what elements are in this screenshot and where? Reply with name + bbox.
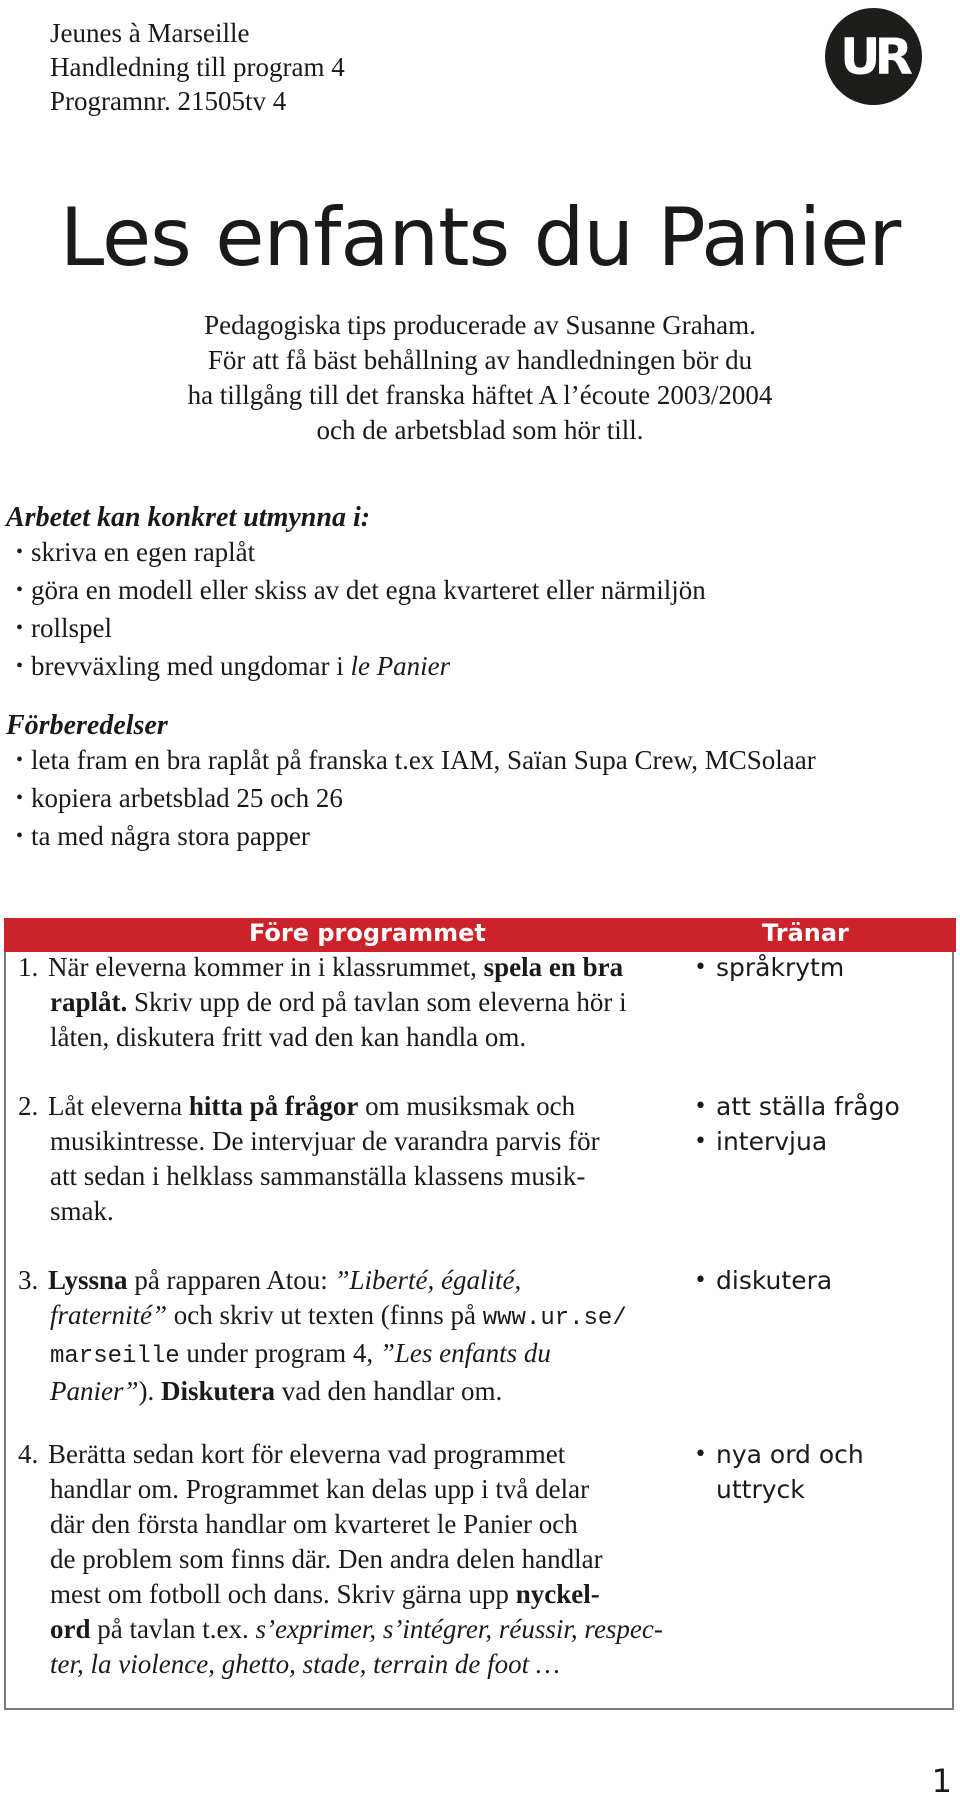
text-fragment: ter, la violence, ghetto, stade, terrain de foot … — [50, 1649, 560, 1679]
prep-item — [6, 819, 816, 857]
skill-item: • intervjua — [694, 1124, 900, 1159]
header-program-number: Programnr. 21505tv 4 — [50, 86, 287, 116]
text-fragment: att sedan i helklass sammanställa klassens musik- — [50, 1161, 586, 1191]
outcome-item — [6, 649, 706, 687]
text-fragment: Berätta sedan kort för eleverna vad programmet — [48, 1439, 566, 1469]
table-header-bar — [4, 918, 956, 952]
text-fragment: smak. — [50, 1196, 114, 1226]
text-fragment: brevväxling med ungdomar i — [31, 651, 351, 681]
text-fragment: ord — [50, 1614, 91, 1644]
outcome-item — [6, 611, 706, 649]
prep-heading: Förberedelser — [6, 710, 168, 741]
text-fragment: leta fram en bra raplåt på franska t.ex IAM, Saïan Supa Crew, MCSolaar — [31, 745, 816, 775]
text-fragment: 3. — [18, 1265, 39, 1295]
text-fragment: fraternité” — [50, 1300, 168, 1330]
text-fragment: vad den handlar om. — [275, 1376, 503, 1406]
intro-line: För att få bäst behållning av handledningen bör du — [207, 345, 753, 375]
text-fragment: om musiksmak och — [358, 1091, 576, 1121]
text-fragment: mest om fotboll och dans. Skriv gärna upp — [50, 1579, 516, 1609]
text-fragment: ”Liberté, égalité, — [334, 1265, 522, 1295]
url-link: www.ur.se/ — [482, 1305, 627, 1332]
page-number: 1 — [931, 1762, 952, 1800]
table-row — [18, 1263, 683, 1409]
intro-line: Pedagogiska tips producerade av Susanne Graham. — [204, 310, 756, 340]
column-practices: Tränar — [762, 919, 849, 947]
text-fragment: ”Les enfants du — [379, 1338, 551, 1368]
text-fragment: 2. — [18, 1091, 39, 1121]
skills-cell — [694, 950, 844, 985]
text-fragment: Låt eleverna — [48, 1091, 189, 1121]
text-fragment: När eleverna kommer in i klassrummet, — [48, 952, 484, 982]
skills-cell — [694, 1089, 900, 1159]
skill-item: • att ställa frågo — [694, 1089, 900, 1124]
text-fragment: hitta på frågor — [188, 1091, 359, 1121]
header-series: Jeunes à Marseille — [50, 18, 250, 48]
intro-line: och de arbetsblad som hör till. — [316, 415, 644, 445]
table-row — [18, 950, 683, 1055]
text-fragment: skriva en egen raplåt — [31, 537, 256, 567]
skills-cell — [694, 1263, 832, 1298]
document-header — [50, 16, 345, 118]
text-fragment: 1. — [18, 952, 39, 982]
column-before-program: Före programmet — [249, 919, 486, 947]
text-fragment: låten, diskutera fritt vad den kan handla om. — [50, 1022, 527, 1052]
text-fragment: Panier” — [50, 1376, 139, 1406]
le-panier-italic: le Panier — [350, 651, 451, 681]
text-fragment: ). — [138, 1376, 162, 1406]
skill-item-continued: uttryck — [716, 1475, 805, 1504]
intro-paragraph — [0, 308, 960, 448]
text-fragment: göra en modell eller skiss av det egna kvarteret eller närmiljön — [31, 575, 706, 605]
text-fragment: musikintresse. De intervjuar de varandra parvis för — [50, 1126, 600, 1156]
text-fragment: på tavlan t.ex. — [90, 1614, 256, 1644]
text-fragment: ta med några stora papper — [31, 821, 310, 851]
outcome-item — [6, 573, 706, 611]
text-fragment: de problem som finns där. Den andra delen handlar — [50, 1544, 603, 1574]
skill-item: • diskutera — [694, 1263, 832, 1298]
text-fragment: raplåt. — [50, 987, 128, 1017]
text-fragment: rollspel — [31, 613, 113, 643]
text-fragment: Diskutera — [161, 1376, 276, 1406]
outcome-item — [6, 535, 706, 573]
text-fragment: kopiera arbetsblad 25 och 26 — [31, 783, 343, 813]
outcomes-heading: Arbetet kan konkret utmynna i: — [6, 502, 371, 533]
intro-line: ha tillgång till det franska häftet A l’écoute 2003/2004 — [187, 380, 773, 410]
ur-logo — [825, 8, 922, 105]
skill-item: • språkrytm — [694, 950, 844, 985]
table-row — [18, 1089, 683, 1229]
table-row — [18, 1437, 683, 1682]
text-fragment: och skriv ut texten (finns på — [167, 1300, 483, 1330]
page-title: Les enfants du Panier — [59, 191, 901, 284]
skills-cell — [694, 1437, 864, 1507]
text-fragment: spela en bra — [483, 952, 624, 982]
url-link: marseille — [50, 1343, 180, 1370]
text-fragment: under program 4, — [179, 1338, 380, 1368]
text-fragment: där den första handlar om kvarteret le Panier och — [50, 1509, 578, 1539]
header-guide: Handledning till program 4 — [50, 52, 345, 82]
text-fragment: på rapparen Atou: — [127, 1265, 335, 1295]
text-fragment: Lyssna — [48, 1265, 128, 1295]
outcomes-section — [6, 500, 706, 687]
prep-item — [6, 781, 816, 819]
prep-item — [6, 743, 816, 781]
prep-section — [6, 708, 816, 857]
skill-item: • nya ord och — [694, 1437, 864, 1472]
text-fragment: s’exprimer, s’intégrer, réussir, respec- — [255, 1614, 663, 1644]
text-fragment: 4. — [18, 1439, 39, 1469]
text-fragment: nyckel- — [515, 1579, 600, 1609]
text-fragment: Skriv upp de ord på tavlan som eleverna hör i — [127, 987, 627, 1017]
ur-logo-text: UR — [839, 27, 908, 86]
text-fragment: handlar om. Programmet kan delas upp i två delar — [50, 1474, 590, 1504]
